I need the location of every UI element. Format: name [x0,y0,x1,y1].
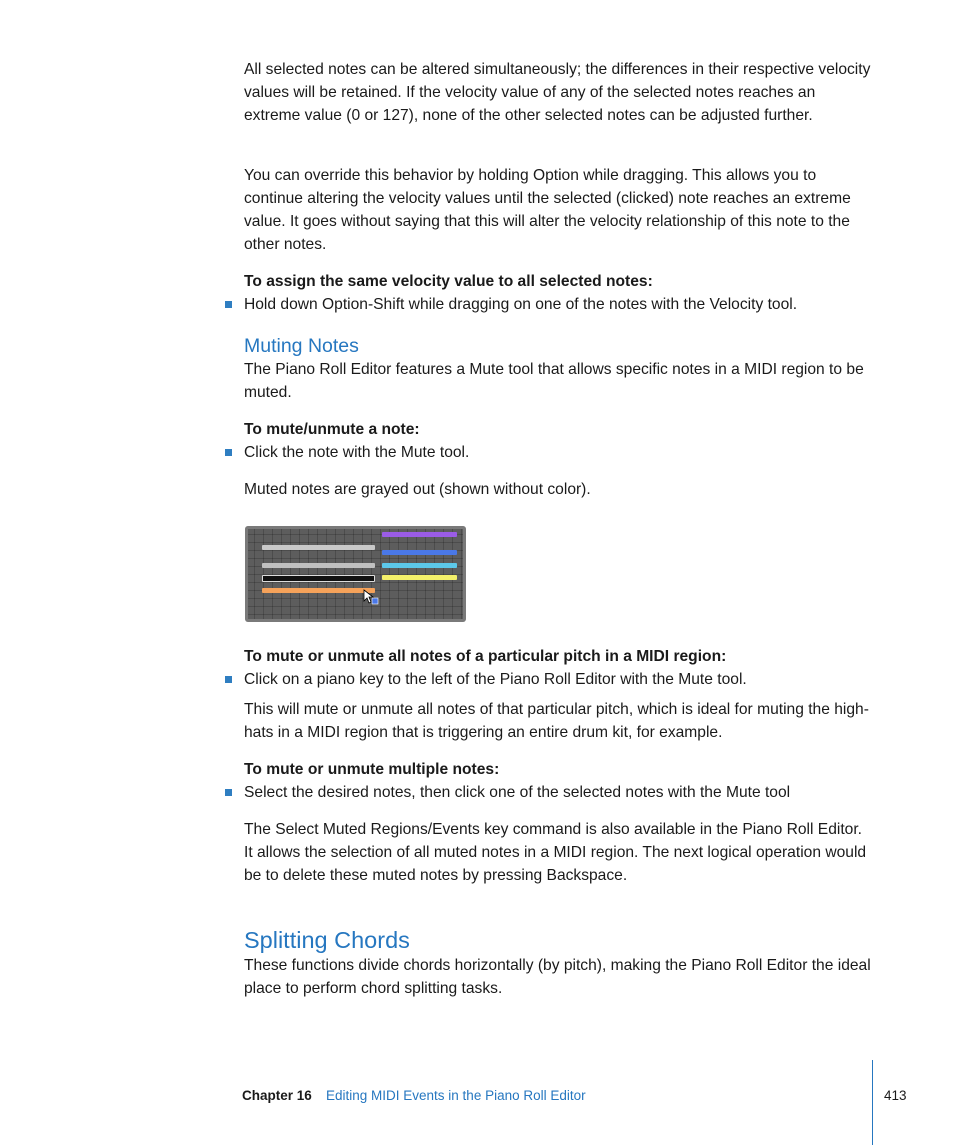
bullet-icon [225,449,232,456]
paragraph-mute-pitch-explain: This will mute or unmute all notes of that particular pitch, which is ideal for muting the high-hats in a MIDI region that is triggering an entire drum kit, for example. [244,701,869,741]
mute-tool-cursor-icon [363,589,379,605]
bullet-assign-velocity: Hold down Option-Shift while dragging on one of the notes with the Velocity tool. [244,296,798,313]
footer-chapter-title: Editing MIDI Events in the Piano Roll Editor [326,1088,586,1103]
page-number: 413 [884,1088,907,1103]
bullet-select-notes: Select the desired notes, then click one of the selected notes with the Mute tool [244,784,791,801]
cyan-note [382,563,457,568]
selected-muted-note [262,575,375,582]
paragraph-select-muted: The Select Muted Regions/Events key command is also available in the Piano Roll Editor. It allows the selection of all muted notes in a MIDI region. The next logical operation would be to delete these muted notes by pressing Backspace. [244,821,867,884]
muted-note [262,563,375,568]
task-heading-mute-pitch: To mute or unmute all notes of a particular pitch in a MIDI region: [244,648,727,665]
bullet-icon [225,301,232,308]
paragraph-override-option: You can override this behavior by holding Option while dragging. This allows you to continue altering the velocity values until the selected (clicked) note reaches an extreme value. It goes without saying that this will alter the velocity relationship of this note to the other notes. [244,167,851,253]
footer-divider [872,1060,873,1145]
paragraph-muted-grayed: Muted notes are grayed out (shown without color). [244,481,591,498]
paragraph-muting-intro: The Piano Roll Editor features a Mute tool that allows specific notes in a MIDI region to be muted. [244,361,864,401]
task-heading-assign-velocity: To assign the same velocity value to all selected notes: [244,273,653,290]
yellow-note [382,575,457,580]
bullet-click-piano-key: Click on a piano key to the left of the Piano Roll Editor with the Mute tool. [244,671,747,688]
muted-note [262,545,375,550]
bullet-icon [225,676,232,683]
paragraph-splitting-intro: These functions divide chords horizontally (by pitch), making the Piano Roll Editor the ideal place to perform chord splitting tasks. [244,957,871,997]
bullet-click-note: Click the note with the Mute tool. [244,444,470,461]
bullet-icon [225,789,232,796]
section-heading-splitting-chords: Splitting Chords [244,927,410,953]
orange-note [262,588,375,593]
blue-note [382,550,457,555]
paragraph-velocity-retained: All selected notes can be altered simultaneously; the differences in their respective velocity values will be retained. If the velocity value of any of the selected notes reaches an extreme value (0 or 127), none of the other selected notes can be adjusted further. [244,61,871,124]
section-heading-muting-notes: Muting Notes [244,335,359,357]
piano-roll-muted-notes-screenshot [245,526,466,622]
footer-chapter: Chapter 16 [242,1088,312,1103]
task-heading-mute-note: To mute/unmute a note: [244,421,420,438]
purple-note [382,532,457,537]
task-heading-mute-multiple: To mute or unmute multiple notes: [244,761,500,778]
